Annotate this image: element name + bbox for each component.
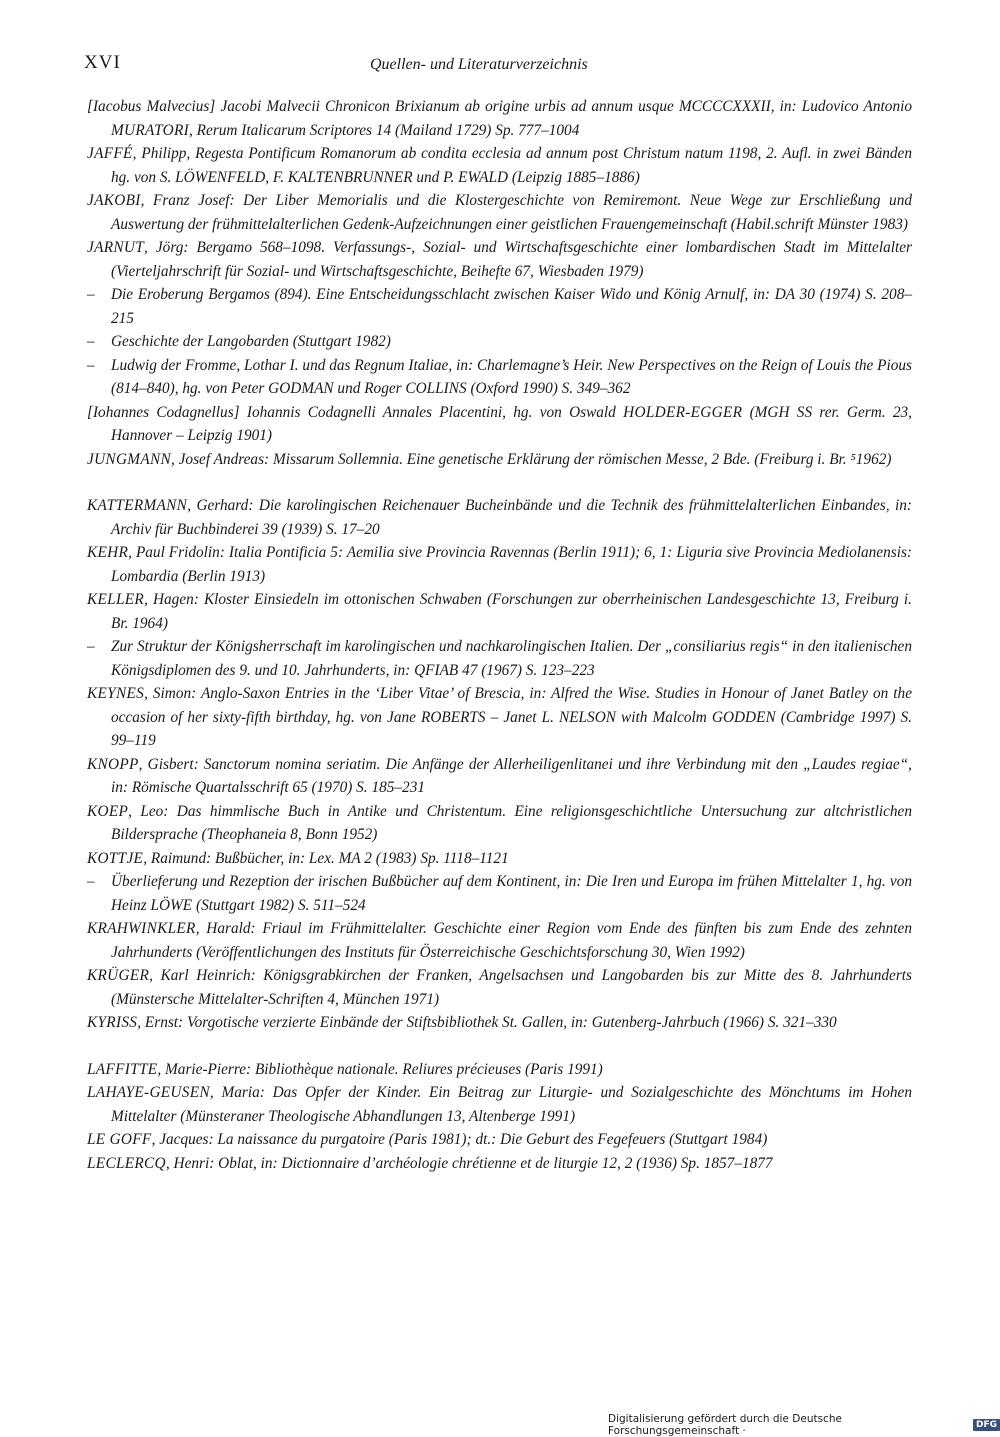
entry-author: KYRISS bbox=[87, 1014, 138, 1031]
entry-text: , Hagen: Kloster Einsiedeln im ottonischen Schwaben (Forschungen zur oberrheinischen Landesgeschichte 13, Freiburg i. Br. 1964) bbox=[111, 591, 912, 632]
entry-author: KOEP bbox=[87, 802, 129, 820]
bibliography-entry bbox=[87, 1152, 912, 1176]
entry-text: Die Eroberung Bergamos (894). Eine Entscheidungsschlacht zwischen Kaiser Wido und König Arnulf, in: DA 30 (1974) S. 208–215 bbox=[111, 286, 912, 327]
entry-editor: HOLDER-EGGER bbox=[623, 403, 743, 421]
entry-text: Zur Struktur der Königsherrschaft im karolingischen und nachkarolingischen Italien. Der „consiliarius regis“ in den italienischen Königsdiplomen des 9. und 10. Jahrhunderts, in: QFIAB 47 (1967) S. 123–223 bbox=[111, 638, 912, 679]
entry-text: , Josef Andreas: Missarum Sollemnia. Eine genetische Erklärung der römischen Messe, 2 Bde. (Freiburg i. Br. ⁵1962) bbox=[170, 450, 892, 468]
entry-author: KNOPP bbox=[87, 755, 139, 773]
entry-text: , Gerhard: Die karolingischen Reichenauer Bucheinbände und die Technik des frühmittelalterlichen Einbandes, in: Archiv für Buchbinderei 39 (1939) S. 17–20 bbox=[111, 497, 912, 538]
running-title: Quellen- und Literaturverzeichnis bbox=[370, 56, 588, 73]
entry-text: , Franz Josef: Der Liber Memorialis und die Klostergeschichte von Remiremont. Neue Wege zur Erschließung und Auswertung der frühmittelalterlichen Gedenk-Aufzeichnungen einer geistlichen Frauengemeinschaft (Habil.schrift Münster 1983) bbox=[111, 192, 912, 233]
entry-author: KELLER bbox=[87, 591, 145, 608]
entry-author: KEYNES bbox=[87, 685, 145, 702]
entry-author: LE GOFF bbox=[87, 1131, 152, 1148]
bibliography-entry bbox=[87, 494, 912, 541]
bibliography-entry bbox=[87, 142, 912, 189]
entry-text: , Jörg: Bergamo 568–1098. Verfassungs-, Sozial- und Wirtschaftsgeschichte einer lombardischen Stadt im Mittelalter (Vierteljahrschrift für Sozial- und Wirtschaftsgeschichte, Beihefte 67, Wiesbaden 1979) bbox=[111, 239, 912, 280]
entry-text: , Henri: Oblat, in: Dictionnaire d’archéologie chrétienne et de liturgie 12, 2 (1936) Sp. 1857–1877 bbox=[165, 1154, 773, 1172]
entry-author: JAFFÉ bbox=[87, 145, 133, 162]
bibliography-entry bbox=[87, 541, 912, 588]
section-gap bbox=[87, 1035, 912, 1058]
entry-author: LAFFITTE bbox=[87, 1060, 158, 1078]
bibliography-subentry bbox=[87, 635, 912, 682]
entry-text: , Simon: Anglo-Saxon Entries in the ‘Liber Vitae’ of Brescia, in: Alfred the Wise. Studies in Honour of Janet Batley on the occasion of her sixty-fifth birthday, hg. von Jane ROBERTS – Janet L. NELSON with Malcolm GODDEN (Cambridge 1997) S. 99–119 bbox=[111, 685, 912, 749]
entry-text: , Harald: Friaul im Frühmittelalter. Geschichte einer Region vom Ende des fünften bis zum Ende des zehnten Jahrhunderts (Veröffentlichungen des Instituts für Österreichische Geschichtsforschung 30, Wien 1992) bbox=[111, 920, 912, 961]
entry-author: KATTERMANN bbox=[87, 497, 188, 514]
footer-text: Digitalisierung gefördert durch die Deutsche Forschungsgemeinschaft · bbox=[608, 1413, 842, 1437]
entry-text: , Marie-Pierre: Bibliothèque nationale. Reliures précieuses (Paris 1991) bbox=[157, 1060, 603, 1078]
entry-text: , Gisbert: Sanctorum nomina seriatim. Die Anfänge der Allerheiligenlitanei und ihre Verbindung mit den „Laudes regiae“, in: Römische Quartalsschrift 65 (1970) S. 185–231 bbox=[111, 755, 912, 796]
page-number: XVI bbox=[84, 52, 121, 73]
bibliography-entry bbox=[87, 1081, 912, 1128]
entry-author: KRÜGER bbox=[87, 967, 150, 984]
entry-text: , Ernst: Vorgotische verzierte Einbände der Stiftsbibliothek St. Gallen, in: Gutenberg-Jahrbuch (1966) S. 321–330 bbox=[137, 1014, 837, 1031]
entry-text: , Rerum Italicarum Scriptores 14 (Mailand 1729) Sp. 777–1004 bbox=[189, 121, 580, 139]
bibliography-entry bbox=[87, 847, 912, 871]
bibliography-entry bbox=[87, 236, 912, 283]
bibliography-entry bbox=[87, 1128, 912, 1152]
bibliography-entry bbox=[87, 1011, 912, 1035]
bibliography-entry bbox=[87, 588, 912, 635]
section-gap bbox=[87, 471, 912, 494]
footer-credit bbox=[608, 1413, 1000, 1437]
bibliography-subentry bbox=[87, 870, 912, 917]
bibliography-list bbox=[87, 95, 912, 1175]
bibliography-entry bbox=[87, 401, 912, 448]
entry-author: JAKOBI bbox=[87, 192, 141, 209]
bibliography-entry bbox=[87, 1058, 912, 1082]
entry-text: , Karl Heinrich: Königsgrabkirchen der Franken, Angelsachsen und Langobarden bis zur Mitte des 8. Jahrhunderts (Münstersche Mittelalter-Schriften 4, München 1971) bbox=[111, 967, 912, 1008]
dfg-logo-icon: DFG bbox=[973, 1419, 1000, 1431]
entry-text: Geschichte der Langobarden (Stuttgart 1982) bbox=[111, 333, 391, 350]
bibliography-entry bbox=[87, 964, 912, 1011]
bibliography-entry bbox=[87, 682, 912, 753]
bibliography-subentry bbox=[87, 283, 912, 330]
entry-text: , Leo: Das himmlische Buch in Antike und Christentum. Eine religionsgeschichtliche Untersuchung zur altchristlichen Bildersprache (Theophaneia 8, Bonn 1952) bbox=[111, 802, 912, 843]
entry-author: LAHAYE-GEUSEN bbox=[87, 1084, 210, 1101]
entry-text: (MGH SS rer. Germ. 23, Hannover – Leipzig 1901) bbox=[111, 403, 912, 444]
bibliography-entry bbox=[87, 917, 912, 964]
entry-author: KEHR bbox=[87, 544, 129, 561]
entry-text: , Philipp, Regesta Pontificum Romanorum ab condita ecclesia ad annum post Christum natum 1198, 2. Aufl. in zwei Bänden hg. von S. LÖWENFELD, F. KALTENBRUNNER und P. EWALD (Leipzig 1885–1886) bbox=[111, 145, 912, 186]
bibliography-entry bbox=[87, 95, 912, 142]
entry-text: Ludwig der Fromme, Lothar I. und das Regnum Italiae, in: Charlemagne’s Heir. New Perspectives on the Reign of Louis the Pious (814–840), hg. von Peter GODMAN und Roger COLLINS (Oxford 1990) S. 349–362 bbox=[111, 356, 912, 397]
entry-author: KOTTJE bbox=[87, 849, 144, 867]
entry-text: , Raimund: Bußbücher, in: Lex. MA 2 (1983) Sp. 1118–1121 bbox=[143, 849, 509, 867]
entry-text: , Maria: Das Opfer der Kinder. Ein Beitrag zur Liturgie- und Sozialgeschichte des Mönchtums im Hohen Mittelalter (Münsteraner Theologische Abhandlungen 13, Altenberge 1991) bbox=[111, 1084, 912, 1125]
entry-text: [Iohannes Codagnellus] Iohannis Codagnelli Annales Placentini, hg. von Oswald bbox=[87, 403, 624, 421]
entry-text: [Iacobus Malvecius] Jacobi Malvecii Chronicon Brixianum ab origine urbis ad annum usque MCCCCXXXII, in: Ludovico Antonio bbox=[87, 98, 912, 115]
entry-text: , Jacques: La naissance du purgatoire (Paris 1981); dt.: Die Geburt des Fegefeuers (Stuttgart 1984) bbox=[151, 1131, 768, 1148]
entry-author: KRAHWINKLER bbox=[87, 920, 196, 937]
entry-text: , Paul Fridolin: Italia Pontificia 5: Aemilia sive Provincia Ravennas (Berlin 1911); 6, 1: Liguria sive Provincia Mediolanensis: Lombardia (Berlin 1913) bbox=[111, 544, 912, 585]
entry-author: JARNUT bbox=[87, 239, 145, 256]
bibliography-entry bbox=[87, 448, 912, 472]
entry-editor: MURATORI bbox=[111, 121, 190, 139]
entry-author: LECLERCQ bbox=[87, 1154, 166, 1172]
bibliography-entry bbox=[87, 189, 912, 236]
bibliography-entry bbox=[87, 753, 912, 800]
bibliography-entry bbox=[87, 800, 912, 847]
entry-text: Überlieferung und Rezeption der irischen Bußbücher auf dem Kontinent, in: Die Iren und Europa im frühen Mittelalter 1, hg. von Heinz LÖWE (Stuttgart 1982) S. 511–524 bbox=[111, 873, 912, 914]
bibliography-subentry bbox=[87, 354, 912, 401]
bibliography-subentry bbox=[87, 330, 912, 354]
entry-author: JUNGMANN bbox=[87, 450, 171, 468]
